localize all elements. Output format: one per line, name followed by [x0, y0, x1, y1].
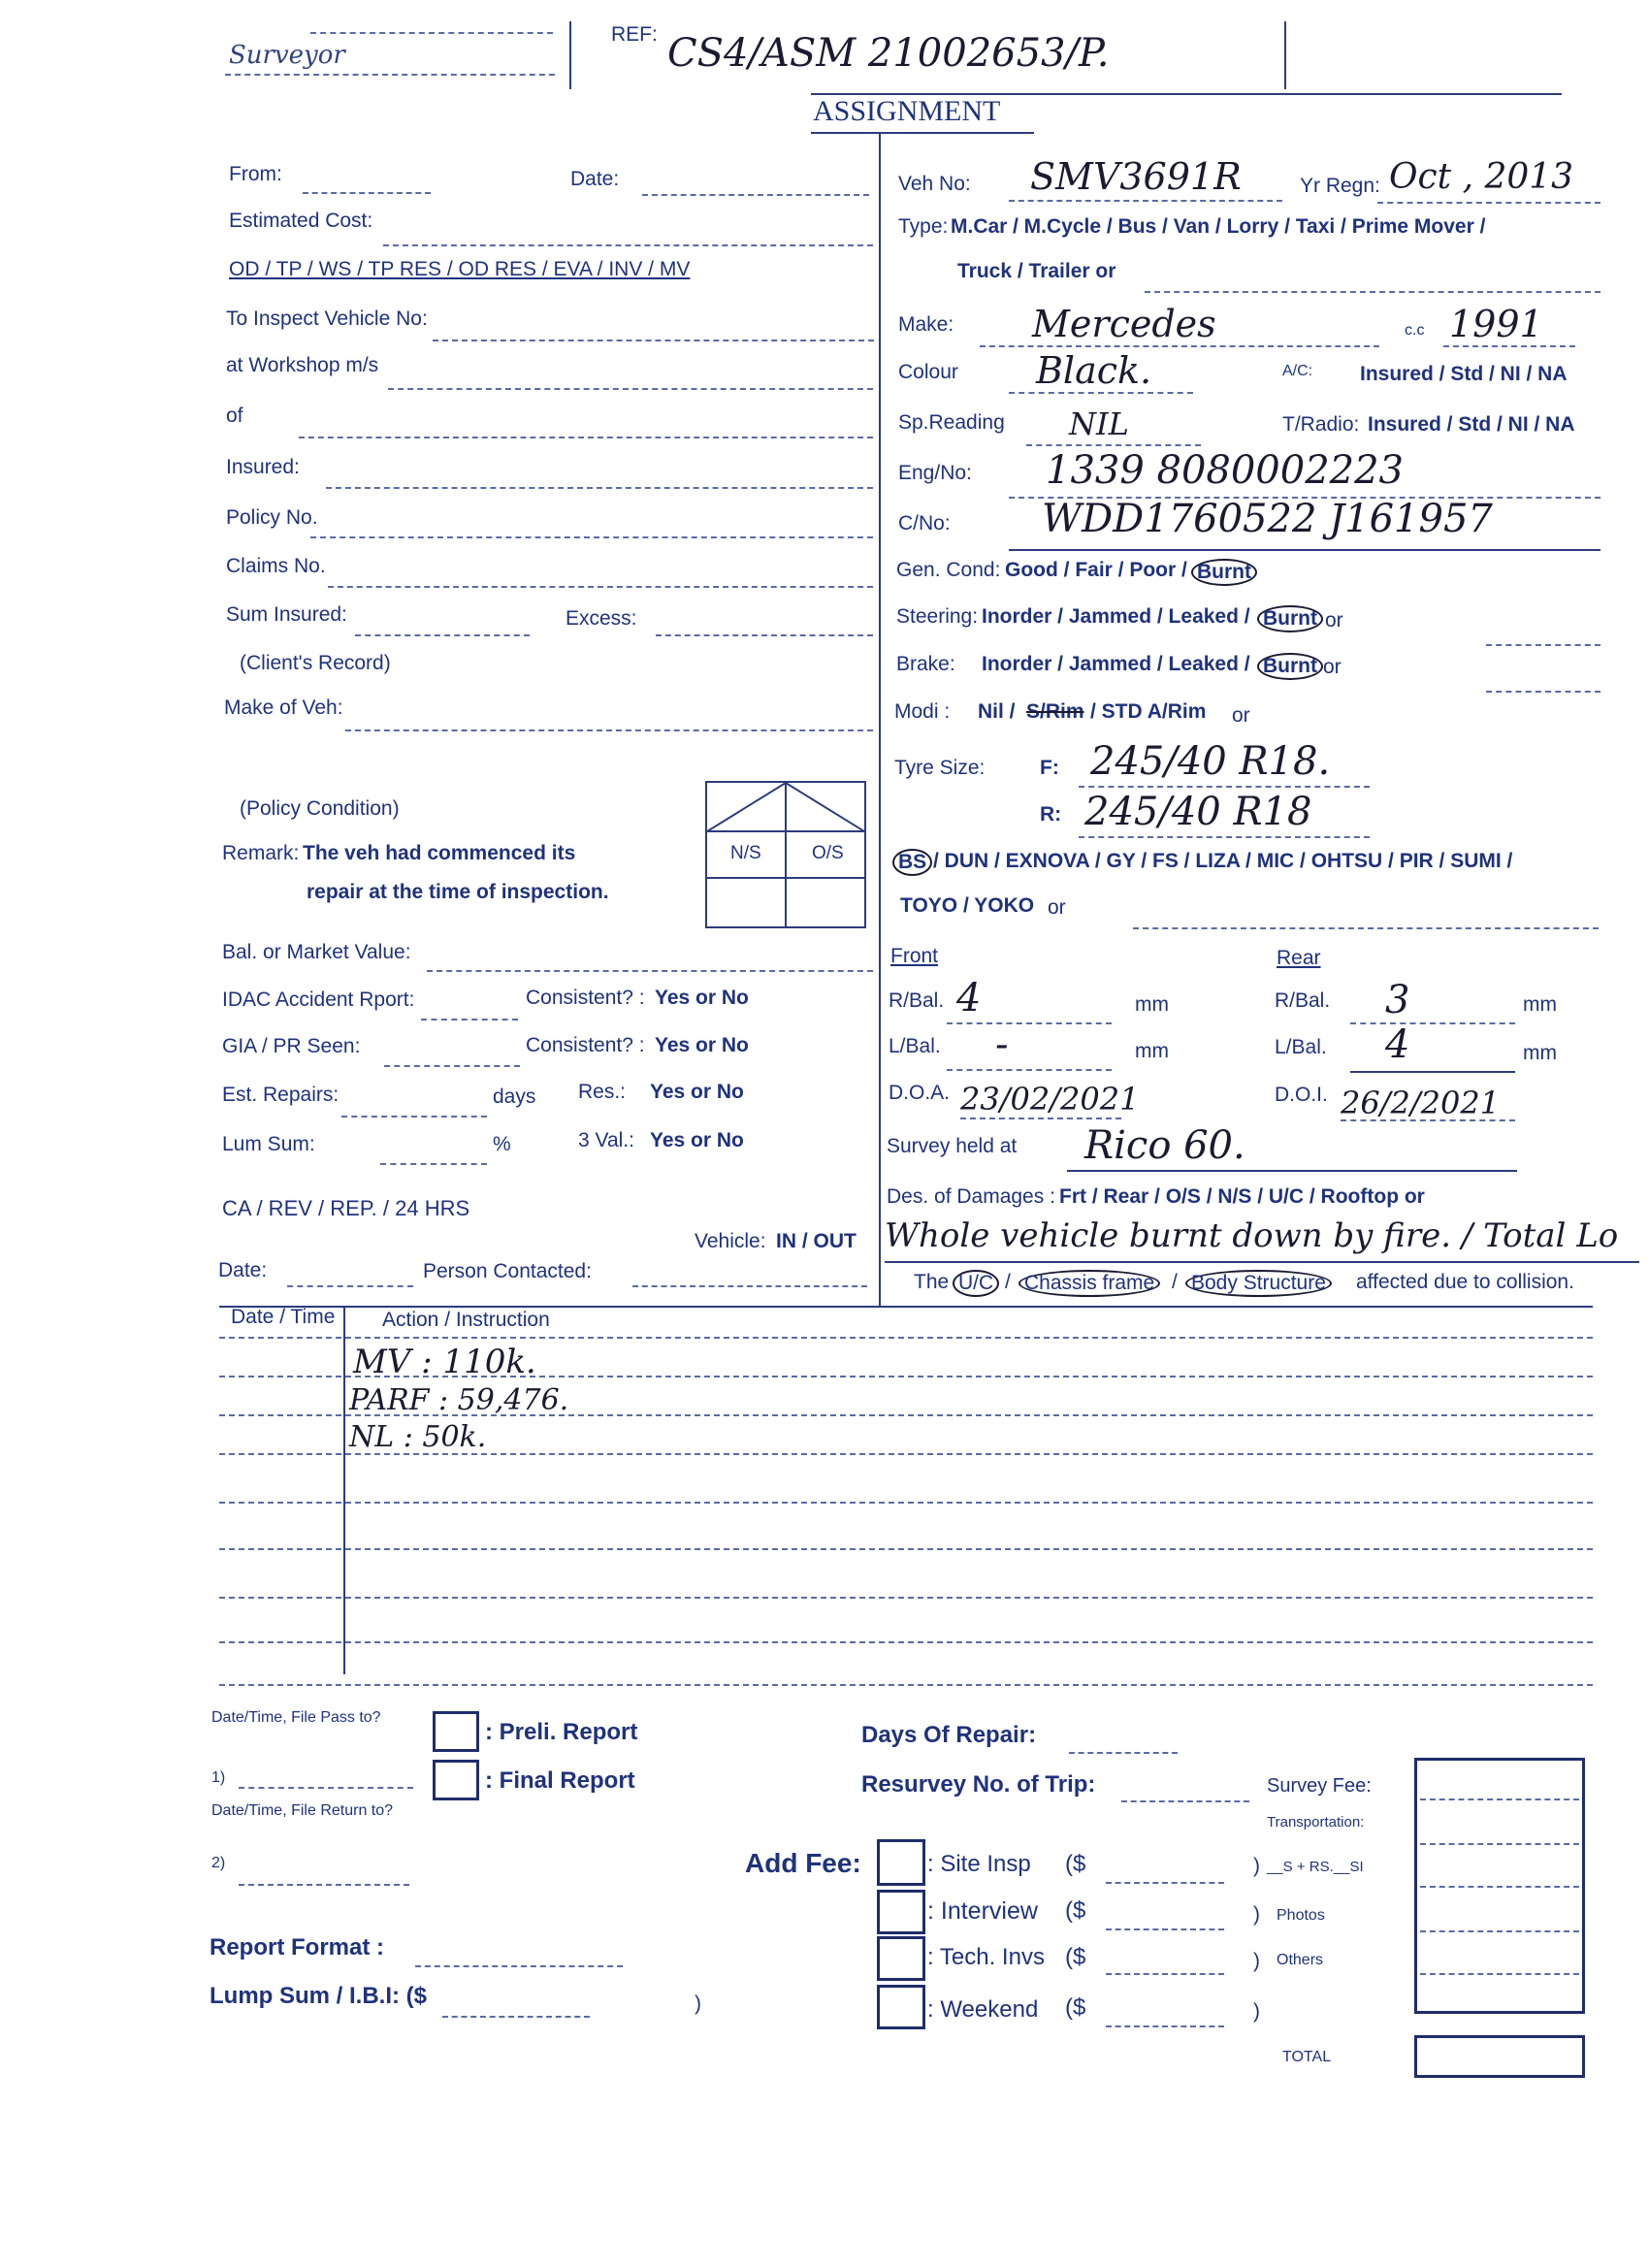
tyre-size-label: Tyre Size:	[894, 757, 986, 779]
others-label: Others	[1277, 1952, 1324, 1968]
brake-burnt: Burnt	[1257, 653, 1323, 680]
lum-sum-label: Lum Sum:	[222, 1133, 315, 1155]
diagram-os-label: O/S	[812, 843, 844, 863]
rear-rbal-value: 3	[1385, 978, 1410, 1022]
cc-label: c.c	[1405, 322, 1425, 339]
tyre-f-value: 245/40 R18.	[1090, 739, 1331, 784]
diagram-ns-label: N/S	[730, 843, 761, 863]
transportation-label: Transportation:	[1267, 1814, 1365, 1831]
site-insp-dollar: ($	[1065, 1851, 1086, 1877]
tyre-r-label: R:	[1040, 803, 1062, 826]
front-label: Front	[890, 945, 939, 967]
colour-value: Black.	[1036, 349, 1152, 392]
item-2: 2)	[211, 1855, 226, 1871]
cc-value: 1991	[1449, 303, 1543, 345]
tradio-options: Insured / Std / NI / NA	[1368, 413, 1575, 436]
ca-rev-rep-line: CA / REV / REP. / 24 HRS	[222, 1196, 470, 1220]
modi-std: / STD A/Rim	[1090, 700, 1207, 723]
doa-label: D.O.A.	[889, 1082, 951, 1104]
res-yes-no: Yes or No	[650, 1081, 744, 1103]
the-label: The	[914, 1271, 950, 1293]
weekend-dollar: ($	[1065, 1994, 1086, 2021]
rear-lbal-mm: mm	[1523, 1042, 1557, 1064]
final-report-checkbox[interactable]	[433, 1760, 479, 1800]
sp-reading-value: NIL	[1069, 405, 1129, 442]
val3-yes-no: Yes or No	[650, 1129, 744, 1151]
brand-options: / DUN / EXNOVA / GY / FS / LIZA / MIC / OHTSU / PIR / SUMI /	[933, 850, 1513, 872]
tech-invs-checkbox[interactable]	[877, 1936, 925, 1981]
item-1: 1)	[211, 1769, 226, 1786]
front-rbal-label: R/Bal.	[889, 989, 945, 1012]
days-label: days	[493, 1085, 536, 1108]
interview-dollar: ($	[1065, 1897, 1086, 1924]
preli-report-label: : Preli. Report	[485, 1719, 638, 1745]
insured-label: Insured:	[226, 456, 300, 478]
s-rs-si-label: __S + RS.__SI	[1267, 1859, 1364, 1875]
front-rbal-value: 4	[956, 976, 982, 1021]
from-label: From:	[229, 163, 282, 185]
front-lbal-label: L/Bal.	[889, 1035, 941, 1057]
gen-cond-options: Good / Fair / Poor /	[1005, 559, 1187, 581]
workshop-label: at Workshop m/s	[226, 354, 379, 376]
bal-market-value-label: Bal. or Market Value:	[222, 941, 411, 963]
steering-burnt: Burnt	[1257, 605, 1323, 632]
excess-label: Excess:	[566, 607, 637, 630]
claims-no-label: Claims No.	[226, 555, 326, 577]
page-title: ASSIGNMENT	[813, 95, 1001, 127]
action-entry-parf: PARF : 59,476.	[349, 1383, 569, 1417]
lump-sum-close: )	[695, 1993, 701, 2015]
rear-label: Rear	[1277, 947, 1321, 969]
tyre-r-value: 245/40 R18	[1084, 790, 1312, 834]
doi-label: D.O.I.	[1275, 1084, 1328, 1106]
idac-label: IDAC Accident Rport:	[222, 988, 415, 1011]
estimated-cost-label: Estimated Cost:	[229, 210, 373, 232]
type-label: Type:	[898, 215, 949, 238]
tech-invs-dollar: ($	[1065, 1944, 1086, 1970]
brake-or: or	[1323, 656, 1342, 678]
eng-no-label: Eng/No:	[898, 462, 972, 484]
doi-value: 26/2/2021	[1341, 1085, 1501, 1121]
gen-cond-label: Gen. Cond:	[896, 559, 1001, 581]
idac-yes-no: Yes or No	[655, 987, 749, 1009]
body-structure-option: Body Structure	[1185, 1270, 1332, 1297]
remark-label: Remark:	[222, 842, 300, 864]
tech-invs-label: : Tech. Invs	[927, 1944, 1045, 1970]
action-header: Action / Instruction	[382, 1309, 550, 1331]
yr-regn-label: Yr Regn:	[1300, 175, 1380, 197]
site-insp-close: )	[1253, 1855, 1260, 1877]
des-damages-options: Frt / Rear / O/S / N/S / U/C / Rooftop or	[1059, 1185, 1425, 1208]
front-lbal-value: -	[995, 1022, 1009, 1067]
site-insp-checkbox[interactable]	[877, 1839, 925, 1886]
slash-1: /	[1005, 1271, 1011, 1293]
make-of-veh-label: Make of Veh:	[224, 697, 343, 719]
inspect-vehicle-label: To Inspect Vehicle No:	[226, 308, 428, 330]
rear-rbal-label: R/Bal.	[1275, 989, 1331, 1012]
add-fee-label: Add Fee:	[745, 1848, 861, 1878]
total-box	[1414, 2035, 1585, 2078]
vehicle-label: Vehicle:	[695, 1230, 766, 1252]
steering-options: Inorder / Jammed / Leaked /	[982, 605, 1250, 628]
val3-label: 3 Val.:	[578, 1129, 634, 1151]
weekend-close: )	[1253, 2000, 1260, 2023]
chassis-option: Chassis frame	[1018, 1270, 1160, 1297]
rear-rbal-mm: mm	[1523, 993, 1557, 1016]
slash-2: /	[1172, 1271, 1178, 1293]
modi-nil: Nil /	[978, 700, 1016, 723]
brand-or: or	[1048, 896, 1066, 919]
sum-insured-label: Sum Insured:	[226, 603, 347, 626]
res-label: Res.:	[578, 1081, 627, 1103]
policy-no-label: Policy No.	[226, 506, 318, 529]
yr-regn-value: Oct , 2013	[1389, 157, 1574, 197]
date-time-header: Date / Time	[231, 1306, 336, 1328]
uc-option: U/C	[953, 1270, 999, 1297]
interview-close: )	[1253, 1903, 1260, 1926]
file-return-label: Date/Time, File Return to?	[211, 1802, 394, 1819]
c-no-label: C/No:	[898, 512, 951, 535]
ref-value: CS4/ASM 21002653/P.	[667, 31, 1110, 76]
veh-no-value: SMV3691R	[1030, 155, 1242, 198]
gen-cond-burnt: Burnt	[1191, 559, 1257, 586]
ref-label: REF:	[611, 23, 658, 46]
site-insp-label: : Site Insp	[927, 1851, 1031, 1877]
vehicle-diagram	[705, 781, 866, 928]
gia-consistent-label: Consistent? :	[526, 1034, 645, 1056]
lump-sum-label: Lump Sum / I.B.I: ($	[210, 1983, 428, 2009]
preli-report-checkbox[interactable]	[433, 1711, 479, 1752]
of-label: of	[226, 405, 243, 427]
modi-label: Modi :	[894, 700, 951, 723]
photos-label: Photos	[1277, 1907, 1325, 1924]
client-record-label: (Client's Record)	[240, 652, 391, 674]
steering-label: Steering:	[896, 605, 979, 628]
modi-or: or	[1232, 704, 1250, 727]
front-rbal-mm: mm	[1135, 993, 1169, 1016]
tech-invs-close: )	[1253, 1950, 1260, 1972]
make-label: Make:	[898, 313, 954, 336]
c-no-value: WDD1760522 J161957	[1042, 497, 1493, 541]
tradio-label: T/Radio:	[1282, 413, 1360, 436]
brake-label: Brake:	[896, 653, 955, 675]
percent-label: %	[493, 1133, 511, 1155]
report-format-label: Report Format :	[210, 1934, 384, 1960]
weekend-checkbox[interactable]	[877, 1985, 925, 2029]
est-repairs-label: Est. Repairs:	[222, 1084, 340, 1106]
final-report-label: : Final Report	[485, 1767, 635, 1794]
survey-held-label: Survey held at	[887, 1135, 1018, 1157]
damages-description: Whole vehicle burnt down by fire. / Total Lo	[885, 1216, 1619, 1255]
days-of-repair-label: Days Of Repair:	[861, 1722, 1037, 1748]
ac-label: A/C:	[1282, 363, 1313, 379]
type-options-line2: Truck / Trailer or	[957, 260, 1116, 282]
modi-srim: S/Rim	[1026, 700, 1084, 723]
company-name: Surveyor	[229, 41, 345, 70]
make-value: Mercedes	[1032, 303, 1216, 345]
sp-reading-label: Sp.Reading	[898, 411, 1005, 434]
vehicle-in-out: IN / OUT	[776, 1230, 857, 1252]
survey-fee-label: Survey Fee:	[1267, 1775, 1372, 1797]
file-pass-label: Date/Time, File Pass to?	[211, 1709, 381, 1726]
steering-or: or	[1325, 609, 1343, 632]
tyre-f-label: F:	[1040, 757, 1059, 779]
type-options: / M.Cycle / Bus / Van / Lorry / Taxi / Prime Mover /	[1013, 215, 1486, 238]
des-damages-label: Des. of Damages :	[887, 1185, 1055, 1208]
brand-bs: BS	[892, 849, 932, 876]
survey-held-value: Rico 60.	[1084, 1123, 1245, 1168]
remark-line-1: The veh had commenced its	[303, 842, 576, 864]
veh-no-label: Veh No:	[898, 173, 971, 195]
action-entry-nl: NL : 50k.	[349, 1420, 487, 1454]
date-label: Date:	[570, 168, 620, 190]
idac-consistent-label: Consistent? :	[526, 987, 645, 1009]
eng-no-value: 1339 8080002223	[1046, 448, 1405, 493]
action-entry-mv: MV : 110k.	[353, 1343, 536, 1381]
colour-label: Colour	[898, 361, 958, 383]
brake-options: Inorder / Jammed / Leaked /	[982, 653, 1250, 675]
category-line: OD / TP / WS / TP RES / OD RES / EVA / INV / MV	[229, 258, 691, 280]
interview-checkbox[interactable]	[877, 1890, 925, 1934]
rear-lbal-label: L/Bal.	[1275, 1036, 1327, 1058]
type-mcar: M.Car	[951, 215, 1008, 238]
resurvey-label: Resurvey No. of Trip:	[861, 1771, 1096, 1798]
gia-label: GIA / PR Seen:	[222, 1035, 361, 1057]
gia-yes-no: Yes or No	[655, 1034, 749, 1056]
rear-lbal-value: 4	[1385, 1022, 1410, 1067]
affected-label: affected due to collision.	[1356, 1271, 1574, 1293]
brand-options-line2: TOYO / YOKO	[900, 894, 1035, 917]
interview-label: : Interview	[927, 1897, 1038, 1925]
person-contacted-label: Person Contacted:	[423, 1260, 592, 1282]
ac-options: Insured / Std / NI / NA	[1360, 363, 1568, 385]
doa-value: 23/02/2021	[960, 1081, 1140, 1118]
total-label: TOTAL	[1282, 2049, 1332, 2065]
date2-label: Date:	[218, 1259, 268, 1281]
front-lbal-mm: mm	[1135, 1040, 1169, 1062]
policy-condition-label: (Policy Condition)	[240, 797, 400, 820]
weekend-label: : Weekend	[927, 1996, 1039, 2023]
remark-line-2: repair at the time of inspection.	[307, 881, 609, 903]
